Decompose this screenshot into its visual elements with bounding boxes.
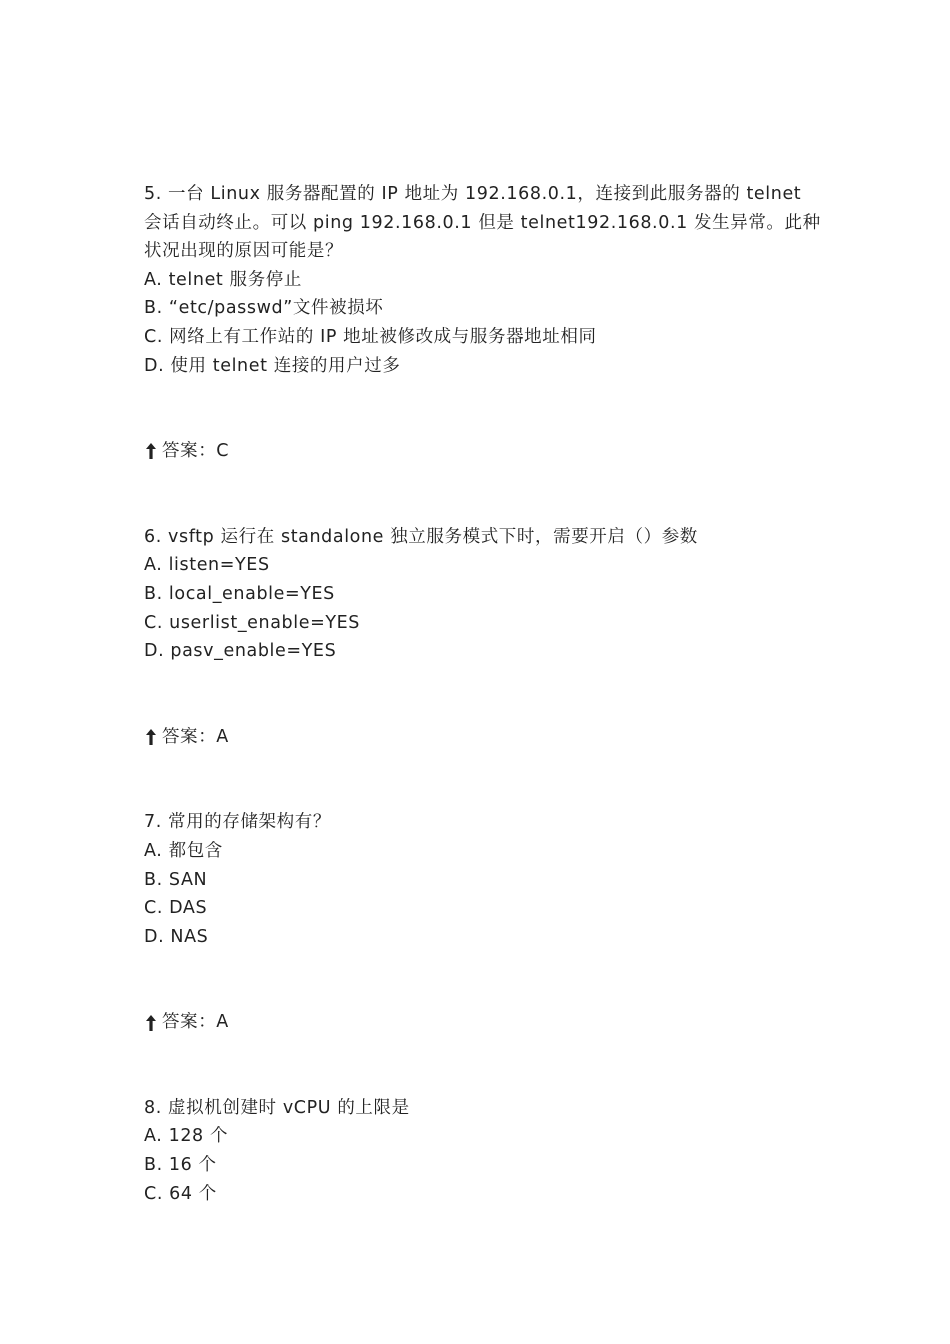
arrow-up-icon: [144, 728, 158, 746]
option-b: B. SAN: [144, 869, 208, 890]
option-a: A. listen=YES: [144, 555, 270, 576]
option-c: C. 网络上有工作站的 IP 地址被修改成与服务器地址相同: [144, 326, 597, 347]
option-a: A. telnet 服务停止: [144, 269, 302, 290]
answer-line: [144, 1008, 824, 1037]
option-d: D. NAS: [144, 926, 209, 947]
answer-line: [144, 437, 824, 466]
question-stem: 6. vsftp 运行在 standalone 独立服务模式下时，需要开启（）参数: [144, 526, 698, 547]
question-stem: 8. 虚拟机创建时 vCPU 的上限是: [144, 1097, 410, 1118]
option-a: A. 128 个: [144, 1126, 229, 1147]
answer-line: [144, 723, 824, 752]
option-c: C. DAS: [144, 898, 208, 919]
option-d: D. 使用 telnet 连接的用户过多: [144, 355, 401, 376]
question-8: [144, 1094, 824, 1208]
question-stem: 7. 常用的存储架构有？: [144, 812, 331, 833]
question-6: [144, 523, 824, 809]
question-5: [144, 180, 824, 523]
option-b: B. “etc/passwd”文件被损坏: [144, 298, 384, 319]
arrow-up-icon: [144, 442, 158, 460]
option-c: C. userlist_enable=YES: [144, 612, 361, 633]
answer-text: 答案：C: [162, 441, 230, 462]
option-d: D. pasv_enable=YES: [144, 641, 337, 662]
option-c: C. 64 个: [144, 1183, 217, 1204]
option-b: B. local_enable=YES: [144, 583, 335, 604]
option-a: A. 都包含: [144, 840, 223, 861]
answer-text: 答案：A: [162, 1012, 229, 1033]
answer-text: 答案：A: [162, 726, 229, 747]
question-7: [144, 808, 824, 1094]
document-page: [144, 180, 824, 1208]
question-stem: 5. 一台 Linux 服务器配置的 IP 地址为 192.168.0.1，连接到此服务器的 telnet 会话自动终止。可以 ping 192.168.0.1 但是 telnet192.168.0.1 发生异常。此种状况出现的原因可能是？: [144, 184, 821, 262]
arrow-up-icon: [144, 1014, 158, 1032]
option-b: B. 16 个: [144, 1155, 217, 1176]
